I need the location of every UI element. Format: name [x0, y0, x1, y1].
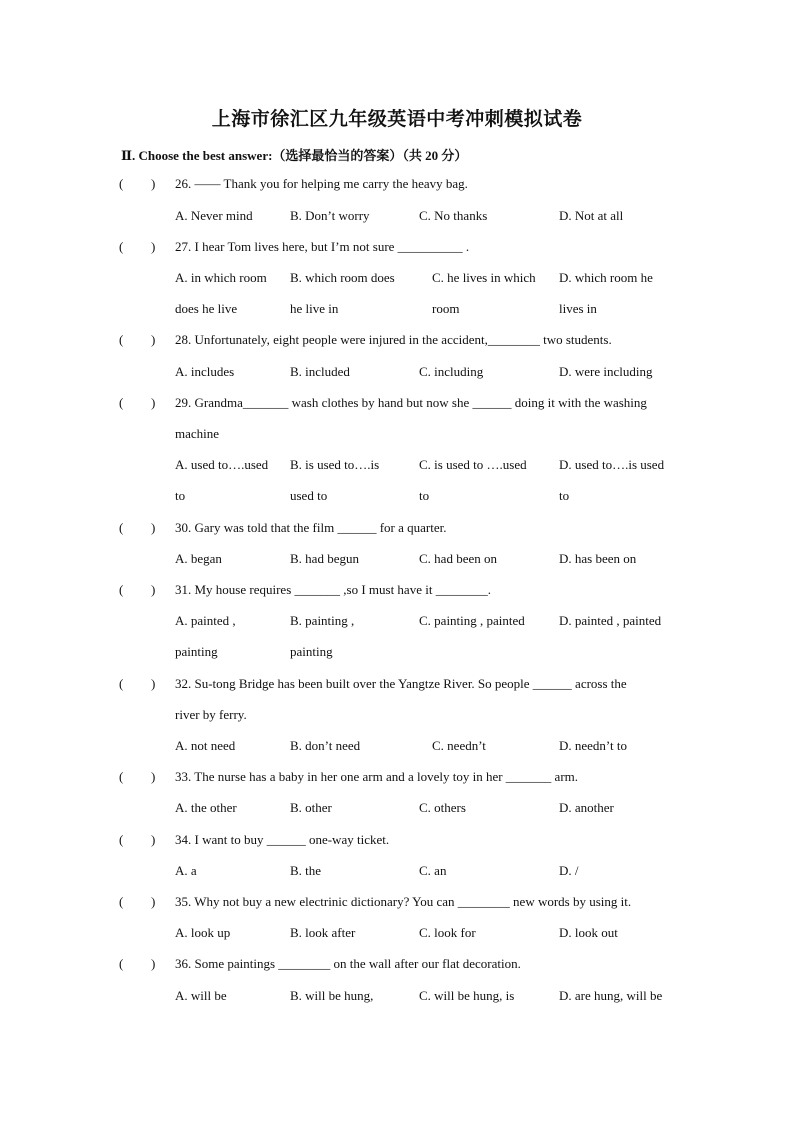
option-c[interactable]: C. an [419, 863, 447, 878]
option-d[interactable]: D. look out [559, 925, 618, 940]
option-a-continued: painting [175, 644, 218, 659]
option-c[interactable]: C. No thanks [419, 208, 488, 223]
option-a[interactable]: A. will be [175, 988, 227, 1003]
option-d[interactable]: D. used to….is used [559, 457, 665, 472]
question-stem: 29. Grandma_______ wash clothes by hand but now she ______ doing it with the washing [175, 395, 647, 410]
option-b[interactable]: B. the [290, 863, 322, 878]
option-b[interactable]: B. included [290, 364, 350, 379]
section-heading: Ⅱ. Choose the best answer:（选择最恰当的答案）（共 20 分） [121, 148, 468, 163]
option-a[interactable]: A. used to….used [175, 457, 269, 472]
option-b[interactable]: B. don’t need [290, 738, 361, 753]
option-b[interactable]: B. painting , [290, 613, 355, 628]
option-d[interactable]: D. needn’t to [559, 738, 627, 753]
option-a[interactable]: A. includes [175, 364, 235, 379]
option-a[interactable]: A. painted , [175, 613, 236, 628]
option-c[interactable]: C. had been on [419, 551, 497, 566]
option-d[interactable]: D. has been on [559, 551, 637, 566]
option-d-continued: lives in [559, 301, 597, 316]
option-d-continued: to [559, 488, 570, 503]
option-a[interactable]: A. the other [175, 800, 237, 815]
question-stem: 28. Unfortunately, eight people were injured in the accident,________ two students. [175, 332, 612, 347]
option-c[interactable]: C. others [419, 800, 466, 815]
option-b-continued: used to [290, 488, 328, 503]
option-c[interactable]: C. will be hung, is [419, 988, 515, 1003]
question-stem: 30. Gary was told that the film ______ for a quarter. [175, 520, 447, 535]
option-d[interactable]: D. which room he [559, 270, 653, 285]
option-c[interactable]: C. needn’t [432, 738, 486, 753]
option-d[interactable]: D. were including [559, 364, 653, 379]
option-c[interactable]: C. painting , painted [419, 613, 525, 628]
question-stem-continued: machine [175, 426, 220, 441]
option-a[interactable]: A. look up [175, 925, 231, 940]
option-d[interactable]: D. another [559, 800, 614, 815]
question-stem: 31. My house requires _______ ,so I must have it ________. [175, 582, 491, 597]
question-stem: 27. I hear Tom lives here, but I’m not sure __________ . [175, 239, 470, 254]
page-title: 上海市徐汇区九年级英语中考冲刺模拟试卷 [211, 109, 583, 130]
question-stem-continued: river by ferry. [175, 707, 247, 722]
option-c[interactable]: C. including [419, 364, 484, 379]
question-stem: 36. Some paintings ________ on the wall after our flat decoration. [175, 956, 521, 971]
option-b[interactable]: B. will be hung, [290, 988, 374, 1003]
question-stem: 33. The nurse has a baby in her one arm and a lovely toy in her _______ arm. [175, 769, 579, 784]
question-stem: 32. Su-tong Bridge has been built over the Yangtze River. So people ______ across the [175, 676, 627, 691]
option-d[interactable]: D. are hung, will be [559, 988, 663, 1003]
option-a[interactable]: A. began [175, 551, 222, 566]
option-b[interactable]: B. is used to….is [290, 457, 380, 472]
option-b[interactable]: B. other [290, 800, 332, 815]
option-b[interactable]: B. Don’t worry [290, 208, 370, 223]
option-a[interactable]: A. Never mind [175, 208, 253, 223]
option-b[interactable]: B. look after [290, 925, 356, 940]
option-b[interactable]: B. which room does [290, 270, 395, 285]
option-c[interactable]: C. he lives in which [432, 270, 536, 285]
option-c-continued: room [432, 301, 460, 316]
option-a[interactable]: A. in which room [175, 270, 267, 285]
question-stem: 35. Why not buy a new electrinic dictionary? You can ________ new words by using it. [175, 894, 632, 909]
option-a-continued: does he live [175, 301, 238, 316]
option-c[interactable]: C. is used to ….used [419, 457, 527, 472]
option-a[interactable]: A. not need [175, 738, 236, 753]
option-c[interactable]: C. look for [419, 925, 476, 940]
option-b[interactable]: B. had begun [290, 551, 359, 566]
option-b-continued: he live in [290, 301, 339, 316]
option-d[interactable]: D. / [559, 863, 579, 878]
option-d[interactable]: D. painted , painted [559, 613, 662, 628]
option-a[interactable]: A. a [175, 863, 197, 878]
option-b-continued: painting [290, 644, 333, 659]
option-c-continued: to [419, 488, 430, 503]
question-stem: 34. I want to buy ______ one-way ticket. [175, 832, 390, 847]
option-d[interactable]: D. Not at all [559, 208, 624, 223]
exam-page: 上海市徐汇区九年级英语中考冲刺模拟试卷 Ⅱ. Choose the best answer:（选择最恰当的答案）（共 20 分） ( ) 26. —— Thank you for helping me carry the heavy bag. A. Never mind B. Don’t worry C. No thanks D. Not at all ( ) 27. I hear Tom lives here, but I’m not sure __________ . A. in which room B. which room does C. he lives in which D. which room he does he live he live in room lives in ( ) 28. Unfortunately, eight people were injured in the accident,________ two students. A. includes B. included C. including D. were including ( ) 29. Grandma_______ wash clothes by hand but now she ______ doing it with the washing machine A. used to….used B. is used to….is C. is used to ….used D. used to….is used to used to to to ( ) 30. Gary was told that the film ______ for a quarter. A. began B. had begun C. had been on D. has been on ( ) 31. My house requires _______ ,so I must have it ________. A. painted , B. painting , C. painting , painted D. painted , painted painting painting ( ) 32. Su-tong Bridge has been built over the Yangtze River. So people ______ across the river by ferry. A. not need B. don’t need C. needn’t D. needn’t to ( ) 33. The nurse has a baby in her one arm and a lovely toy in her _______ arm. A. the other B. other C. others D. another ( ) 34. I want to buy ______ one-way ticket. A. a B. the C. an D. / ( ) 35. Why not buy a new electrinic dictionary? You can ________ new words by using it. A. look up B. look after C. look for D. look out ( ) 36. Some paintings ________ on the wall after our flat decoration. A. will be B. will be hung, C. will be hung, is D. are hung, will be [0, 0, 794, 1123]
option-a-continued: to [175, 488, 186, 503]
question-stem: 26. —— Thank you for helping me carry the heavy bag. [175, 176, 468, 191]
